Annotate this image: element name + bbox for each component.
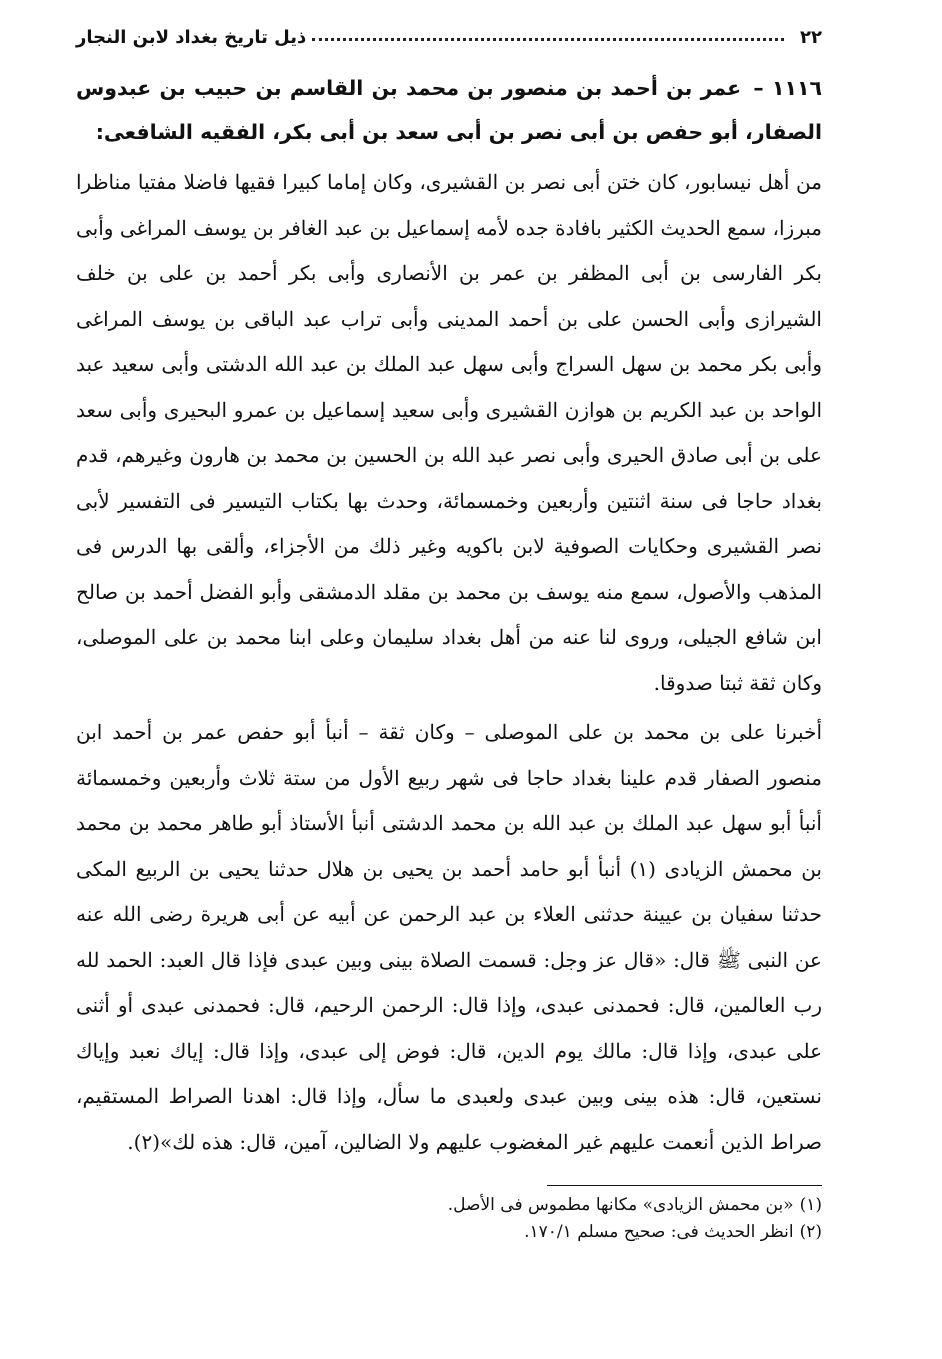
- footnote-2: [76, 1219, 822, 1246]
- book-title: ذيل تاريخ بغداد لابن النجار: [76, 26, 307, 48]
- footnote-divider: [547, 1185, 822, 1186]
- entry-heading-text: عمر بن أحمد بن منصور بن محمد بن القاسم بن حبيب بن عبدوس الصفار، أبو حفص بن أبى نصر بن أبى سعد بن أبى بكر، الفقيه الشافعى:: [76, 76, 822, 144]
- hadith-paragraph: أخبرنا على بن محمد بن على الموصلى – وكان ثقة – أنبأ أبو حفص عمر بن أحمد ابن منصور الصفار قدم علينا بغداد حاجا فى شهر ربيع الأول من ستة ثلاث وأربعين وخمسمائة أنبأ أبو سهل عبد الملك بن عبد الله بن محمد الدشتى أنبأ الأستاذ أبو طاهر محمد بن محمد بن محمش الزيادى (١) أنبأ أبو حامد أحمد بن يحيى بن هلال حدثنا يحيى بن الربيع المكى حدثنا سفيان بن عيينة حدثنى العلاء بن عبد الرحمن عن أبيه عن أبى هريرة رضى الله عنه عن النبى ﷺ قال: «قال عز وجل: قسمت الصلاة بينى وبين عبدى فإذا قال العبد: الحمد لله رب العالمين، قال: فحمدنى عبدى، وإذا قال: الرحمن الرحيم، قال: فحمدنى عبدى أو أثنى على عبدى، وإذا قال: مالك يوم الدين، قال: فوض إلى عبدى، وإذا قال: إياك نعبد وإياك نستعين، قال: هذه بينى وبين عبدى ولعبدى ما سأل، وإذا قال: اهدنا الصراط المستقيم، صراط الذين أنعمت عليهم غير المغضوب عليهم ولا الضالين، آمين، قال: هذه لك»(٢).: [76, 720, 822, 1154]
- header-leader-dots: [312, 38, 784, 41]
- entry-heading: [76, 66, 822, 154]
- footnote-1: [76, 1192, 822, 1219]
- footnote-1-marker: (١): [799, 1195, 822, 1215]
- footnote-2-marker: (٢): [799, 1222, 822, 1242]
- entry-number: ١١١٦ –: [753, 76, 822, 100]
- footnote-2-text: انظر الحديث فى: صحيح مسلم ١٧٠/١.: [524, 1222, 794, 1242]
- footnotes: [76, 1192, 822, 1246]
- book-page: [76, 18, 822, 1246]
- page-number: ٢٢: [800, 26, 822, 48]
- footnote-1-text: «بن محمش الزيادى» مكانها مطموس فى الأصل.: [447, 1195, 794, 1215]
- running-header: [76, 18, 822, 56]
- biography-paragraph: من أهل نيسابور، كان ختن أبى نصر بن القشيرى، وكان إماما كبيرا فقيها فاضلا مفتيا مناظرا مبرزا، سمع الحديث الكثير بافادة جده لأمه إسماعيل بن عبد الغافر بن يوسف المراغى وأبى بكر الفارسى بن أبى المظفر بن عمر بن الأنصارى وأبى بكر أحمد بن على بن خلف الشيرازى وأبى الحسن على بن أحمد المدينى وأبى تراب عبد الباقى بن يوسف المراغى وأبى بكر محمد بن سهل السراج وأبى سهل عبد الملك بن عبد الله الدشتى وأبى سعيد عبد الواحد بن عبد الكريم بن هوازن القشيرى وأبى سعيد إسماعيل بن عمرو البحيرى وأبى سعد على بن أبى صادق الحيرى وأبى نصر عبد الله بن الحسين بن محمد بن هارون وغيرهم، قدم بغداد حاجا فى سنة اثنتين وأربعين وخمسمائة، وحدث بها بكتاب التيسير فى التفسير لأبى نصر القشيرى وحكايات الصوفية لابن باكويه وغير ذلك من الأجزاء، وألقى بها الدرس فى المذهب والأصول، سمع منه يوسف بن محمد بن مقلد الدمشقى وأبو الفضل أحمد بن صالح ابن شافع الجيلى، وروى لنا عنه من أهل بغداد سليمان وعلى ابنا محمد بن على الموصلى، وكان ثقة ثبتا صدوقا.: [76, 170, 822, 695]
